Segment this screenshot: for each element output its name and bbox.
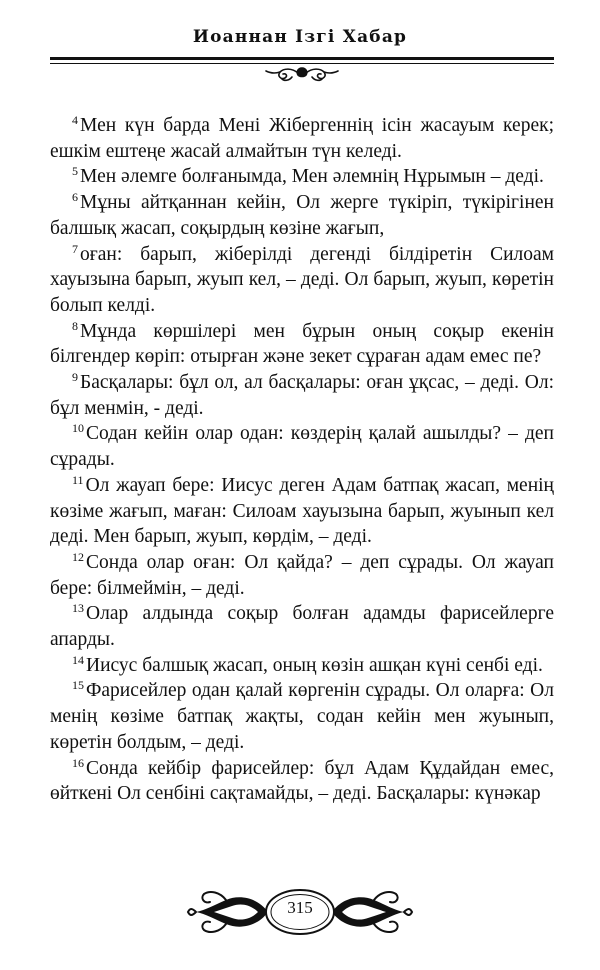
verse-body: Мұнда көршілері мен бұрын оның соқыр екенін білгендер көріп: отырған және зекет сұраған адам емес пе? [50,320,554,368]
verse-number: 11 [72,472,84,487]
verse-5 [50,164,554,190]
verse-body: Олар алдында соқыр болған адамды фарисейлерге апарды. [50,603,554,651]
verse-body: оған: барып, жіберілді дегенді білдіретін Силоам хауызына барып, жуып кел, – деді. Ол барып, жуып, көретін болып келді. [50,243,554,316]
book-title: Иоаннан Ізгі Хабар [192,27,408,47]
header-rule-thick [50,57,554,60]
verse-13 [50,601,554,652]
verse-number: 14 [72,652,84,667]
verse-number: 4 [72,113,78,127]
verse-number: 5 [72,164,78,179]
verse-body: Басқалары: бұл ол, ал басқалары: оған ұқсас, – деді. Ол: бұл менмін, - деді. [50,372,554,419]
verse-11 [50,473,554,550]
verse-number: 13 [72,601,84,616]
page-number: 315 [287,898,313,917]
verse-8 [50,319,554,370]
verse-4 [50,113,554,164]
verse-7 [50,242,554,319]
verse-16 [50,756,554,807]
verse-number: 10 [72,421,84,436]
verse-body: Сонда олар оған: Ол қайда? – деп сұрады. Ол жауап бере: білмеймін, – деді. [50,551,554,599]
verse-number: 15 [72,678,84,693]
verse-15 [50,678,554,755]
verse-body: Содан кейін олар одан: көздерің қалай ашылды? – деп сұрады. [50,423,554,471]
verse-body: Мен әлемге болғанымда, Мен әлемнің Нұрымын – деді. [80,166,544,188]
verse-9 [50,370,554,421]
verse-number: 6 [72,190,78,205]
verse-number: 7 [72,241,78,256]
verse-10 [50,421,554,472]
verse-number: 9 [72,370,78,385]
verse-body: Мен күн барда Мені Жібергеннің ісін жасауым керек; ешкім ештеңе жасай алмайтын түн келеді. [50,115,554,162]
verse-number: 12 [72,549,84,564]
verse-number: 16 [72,755,84,770]
ornament-flourish-icon [262,64,342,84]
verse-body: Мұны айтқаннан кейін, Ол жерге түкіріп, түкірігінен балшық жасап, соқырдың көзіне жағып, [50,192,554,239]
verse-text [50,113,554,807]
verse-body: Иисус балшық жасап, оның көзін ашқан күні сенбі еді. [86,654,543,676]
running-header [0,27,600,47]
verse-12 [50,550,554,601]
verse-body: Фарисейлер одан қалай көргенін сұрады. Ол оларға: Ол менің көзіме батпақ жақты, содан кейін мен жуынып, көретін болдым, – деді. [50,680,554,753]
verse-number: 8 [72,318,78,333]
verse-14 [50,653,554,679]
verse-body: Ол жауап бере: Иисус деген Адам батпақ жасап, менің көзіме жағып, маған: Силоам хауызына барып, жуынып кел деді. Мен барып, жуып, көрдім, – деді. [50,474,554,548]
verse-body: Сонда кейбір фарисейлер: бұл Адам Құдайдан емес, өйткені Ол сенбіні сақтамайды, – деді. Басқалары: күнәкар [50,757,554,805]
verse-6 [50,190,554,241]
